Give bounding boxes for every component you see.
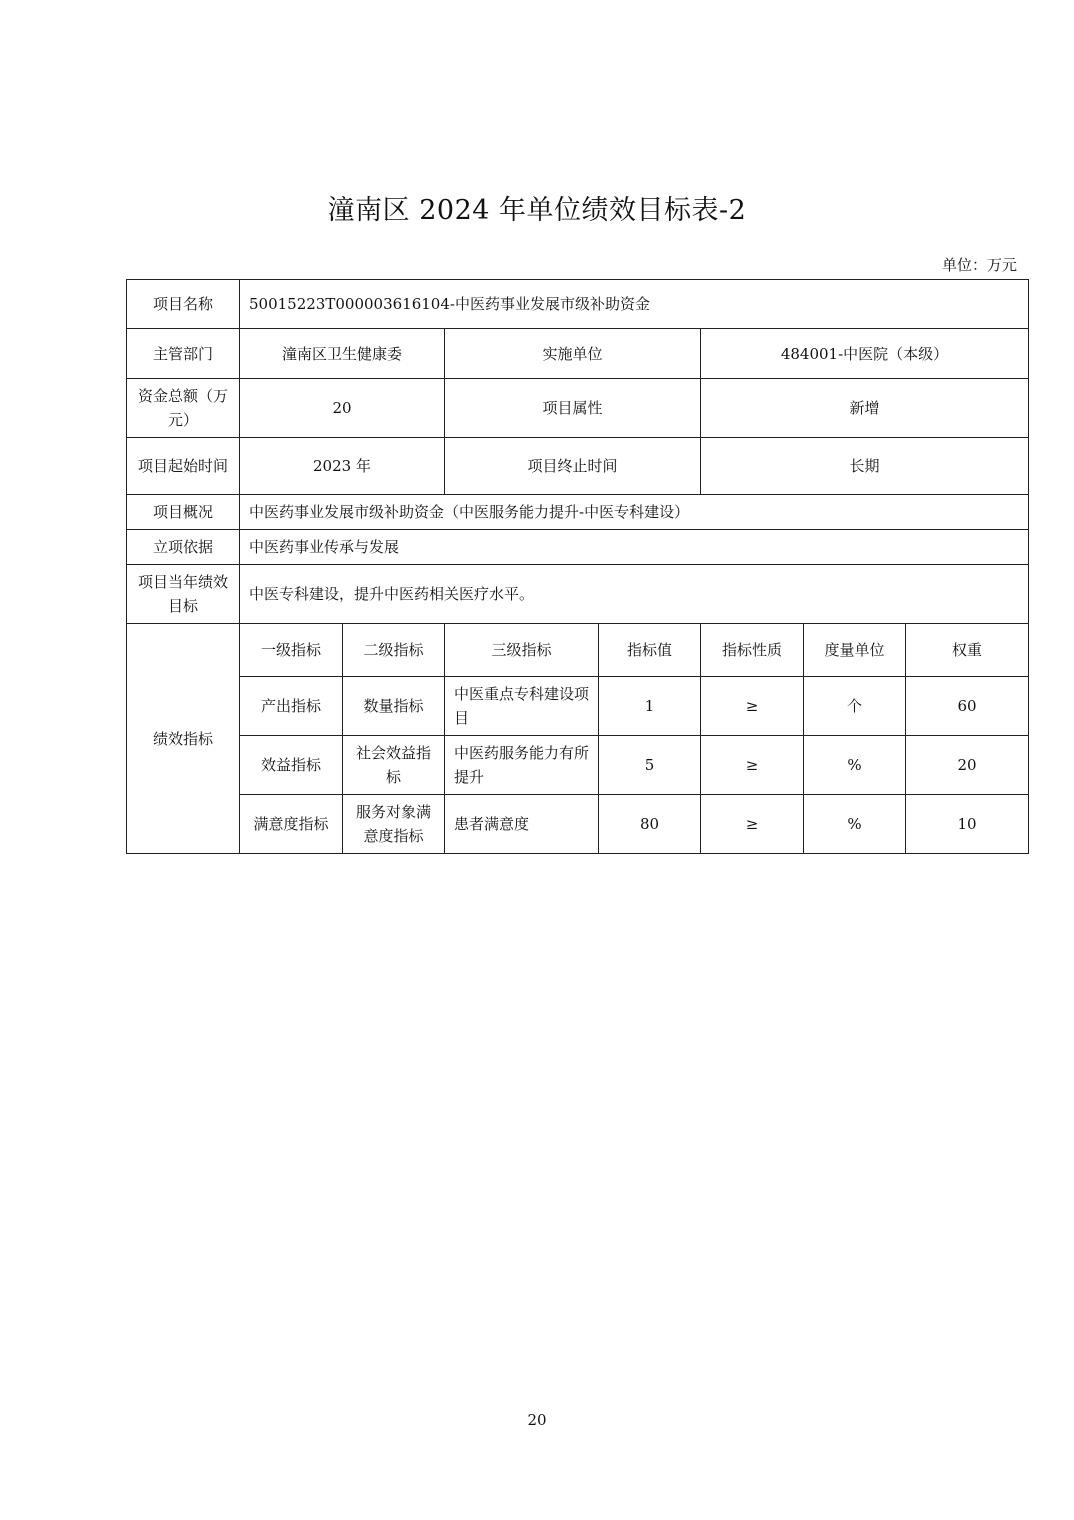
dept-label: 主管部门 — [127, 329, 240, 379]
fund-value: 20 — [240, 379, 445, 438]
indicator-unit: % — [804, 795, 906, 854]
indicator-weight: 10 — [906, 795, 1029, 854]
indicator-nature: ≥ — [701, 736, 804, 795]
indicator-level2: 数量指标 — [343, 677, 445, 736]
project-name-label: 项目名称 — [127, 280, 240, 329]
page-title: 潼南区 2024 年单位绩效目标表-2 — [327, 195, 747, 226]
start-value: 2023 年 — [240, 438, 445, 495]
overview-label: 项目概况 — [127, 495, 240, 530]
indicator-value: 5 — [599, 736, 701, 795]
indicator-row — [127, 736, 1029, 795]
impl-value: 484001-中医院（本级） — [701, 329, 1029, 379]
indicator-level2: 社会效益指标 — [343, 736, 445, 795]
header-nature: 指标性质 — [701, 624, 804, 677]
row-department — [127, 329, 1029, 379]
unit-label: 单位：万元 — [941, 256, 1017, 274]
indicator-weight: 20 — [906, 736, 1029, 795]
start-label: 项目起始时间 — [127, 438, 240, 495]
indicator-level3: 患者满意度 — [445, 795, 599, 854]
indicator-row — [127, 677, 1029, 736]
indicator-value: 1 — [599, 677, 701, 736]
indicator-level3: 中医药服务能力有所提升 — [445, 736, 599, 795]
indicator-unit: 个 — [804, 677, 906, 736]
project-name-value: 50015223T000003616104-中医药事业发展市级补助资金 — [240, 280, 1029, 329]
end-value: 长期 — [701, 438, 1029, 495]
header-level3: 三级指标 — [445, 624, 599, 677]
indicator-level3: 中医重点专科建设项目 — [445, 677, 599, 736]
header-level2: 二级指标 — [343, 624, 445, 677]
header-weight: 权重 — [906, 624, 1029, 677]
goal-label: 项目当年绩效目标 — [127, 565, 240, 624]
indicator-section-label: 绩效指标 — [127, 624, 240, 854]
row-fund — [127, 379, 1029, 438]
page-number: 20 — [527, 1411, 547, 1429]
indicator-value: 80 — [599, 795, 701, 854]
attr-value: 新增 — [701, 379, 1029, 438]
header-level1: 一级指标 — [240, 624, 343, 677]
basis-value: 中医药事业传承与发展 — [240, 530, 1029, 565]
end-label: 项目终止时间 — [445, 438, 701, 495]
row-overview — [127, 495, 1029, 530]
fund-label: 资金总额（万元） — [127, 379, 240, 438]
overview-value: 中医药事业发展市级补助资金（中医服务能力提升-中医专科建设） — [240, 495, 1029, 530]
goal-value: 中医专科建设，提升中医药相关医疗水平。 — [240, 565, 1029, 624]
dept-value: 潼南区卫生健康委 — [240, 329, 445, 379]
indicator-weight: 60 — [906, 677, 1029, 736]
row-goal — [127, 565, 1029, 624]
indicator-level1: 满意度指标 — [240, 795, 343, 854]
indicator-nature: ≥ — [701, 677, 804, 736]
basis-label: 立项依据 — [127, 530, 240, 565]
row-basis — [127, 530, 1029, 565]
indicator-header-row — [127, 624, 1029, 677]
impl-label: 实施单位 — [445, 329, 701, 379]
performance-target-table — [126, 279, 1029, 854]
header-unit: 度量单位 — [804, 624, 906, 677]
indicator-unit: % — [804, 736, 906, 795]
indicator-level1: 效益指标 — [240, 736, 343, 795]
row-project-name — [127, 280, 1029, 329]
indicator-nature: ≥ — [701, 795, 804, 854]
attr-label: 项目属性 — [445, 379, 701, 438]
indicator-level1: 产出指标 — [240, 677, 343, 736]
header-value: 指标值 — [599, 624, 701, 677]
indicator-level2: 服务对象满意度指标 — [343, 795, 445, 854]
indicator-row — [127, 795, 1029, 854]
row-period — [127, 438, 1029, 495]
